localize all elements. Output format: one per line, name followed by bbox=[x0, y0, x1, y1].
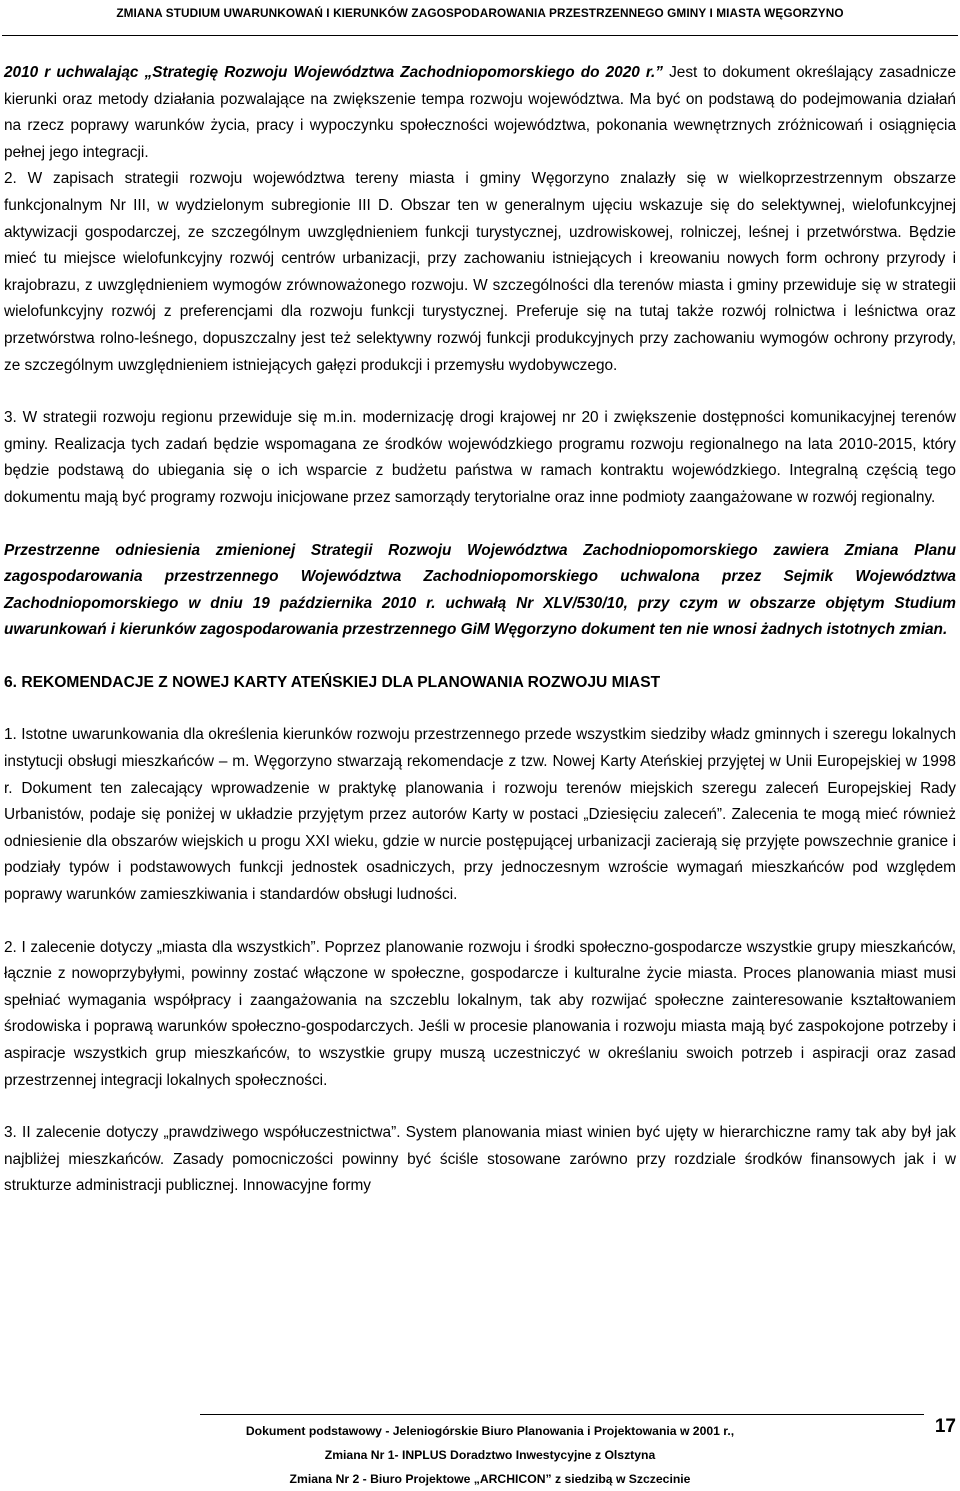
paragraph-3: 3. W strategii rozwoju regionu przewiduje się m.in. modernizację drogi krajowej nr 20 i zwiększenie dostępności komunikacyjnej terenów gminy. Realizacja tych zadań będzie wspomagana ze środków wojewódzkiego programu rozwoju regionalnego na lata 2010-2015, który będzie podstawą do ubiegania się o ich wsparcie z budżetu państwa w ramach kontraktu wojewódzkiego. Integralną częścią tego dokumentu mają być programy rozwoju inicjowane przez samorządy terytorialne oraz inne podmioty zaangażowane w rozwój regionalny. bbox=[4, 409, 956, 506]
header-divider bbox=[2, 35, 958, 36]
document-body bbox=[4, 60, 956, 1200]
footer-divider bbox=[200, 1414, 924, 1415]
footer-line-2: Zmiana Nr 1- INPLUS Doradztwo Inwestycyjne z Olsztyna bbox=[324, 1448, 656, 1462]
running-header: ZMIANA STUDIUM UWARUNKOWAŃ I KIERUNKÓW ZAGOSPODAROWANIA PRZESTRZENNEGO GMINY I MIASTA WĘGORZYNO bbox=[116, 6, 844, 20]
paragraph-spatial-references: Przestrzenne odniesienia zmienionej Strategii Rozwoju Województwa Zachodniopomorskiego zawiera Zmiana Planu zagospodarowania przestrzennego Województwa Zachodniopomorskiego uchwalona przez Sejmik Województwa Zachodniopomorskiego w dniu 19 października 2010 r. uchwałą Nr XLV/530/10, przy czym w obszarze objętym Studium uwarunkowań i kierunków zagospodarowania przestrzennego GiM Węgorzyno dokument ten nie wnosi żadnych istotnych zmian. bbox=[4, 541, 956, 639]
footer bbox=[170, 1419, 810, 1491]
paragraph-text: Jest to dokument określający zasadnicze kierunki oraz metody działania pozwalające na zwiększenie tempa rozwoju województwa. Ma być on podstawą do podejmowania działań na rzecz poprawy warunków życia, pracy i wypoczynku społeczności województwa, pokonania wewnętrznych zróżnicowań i osiągnięcia pełnej jego integracji. bbox=[4, 64, 957, 161]
recommendation-1: 1. Istotne uwarunkowania dla określenia kierunków rozwoju przestrzennego przede wszystkim siedziby władz gminnych i szeregu lokalnych instytucji obsługi mieszkańców – m. Węgorzyno stwarzają rekomendacje z tzw. Nowej Karty Ateńskiej przyjętej w Unii Europejskiej w 1998 r. Dokument ten zalecający wprowadzenie w praktykę planowania i rozwoju terenów miejskich szeregu zaleceń Europejskiej Rady Urbanistów, podaje się poniżej w układzie przyjętym przez autorów Karty w postaci „Dziesięciu zaleceń”. Zalecenia te mogą mieć również odniesienie dla obszarów wiejskich u progu XXI wieku, gdzie w nurcie postępującej urbanizacji zacierają się przyjęte powszechnie granice i podziały typów i podstawowych funkcji jednostek osadniczych, przy jednoczesnym wzroście wymagań mieszkańców pod względem poprawy warunków zamieszkiwania i standardów obsługi ludności. bbox=[4, 726, 956, 904]
section-heading: 6. REKOMENDACJE Z NOWEJ KARTY ATEŃSKIEJ DLA PLANOWANIA ROZWOJU MIAST bbox=[4, 673, 661, 691]
recommendation-2: 2. I zalecenie dotyczy „miasta dla wszystkich”. Poprzez planowanie rozwoju i środki społeczno-gospodarcze wszystkie grupy mieszkańców, łącznie z nowoprzybyłymi, powinny zostać włączone w społeczne, gospodarcze i kulturalne życie miasta. Proces planowania miast musi spełniać wymagania współpracy i zaangażowania na szczeblu lokalnym, tak aby rozwijać społeczne zainteresowanie kształtowaniem środowiska i poprawą warunków społeczno-gospodarczych. Jeśli w procesie planowania i rozwoju miasta mają być zaspokojone potrzeby i aspiracje wszystkich grup mieszkańców, to wszystkie grupy muszą uczestniczyć w określaniu swoich potrzeb i aspiracji oraz zasad przestrzennej integracji lokalnych społeczności. bbox=[4, 938, 956, 1089]
page-number: 17 bbox=[934, 1416, 956, 1437]
strategy-title-emphasis: 2010 r uchwalając „Strategię Rozwoju Województwa Zachodniopomorskiego do 2020 r.” bbox=[4, 64, 664, 81]
footer-line-1: Dokument podstawowy - Jeleniogórskie Biuro Planowania i Projektowania w 2001 r., bbox=[245, 1424, 735, 1438]
paragraph-2: 2. W zapisach strategii rozwoju województwa tereny miasta i gminy Węgorzyno znalazły się w wielkoprzestrzennym obszarze funkcjonalnym Nr III, w wydzielonym subregionie III D. Obszar ten w generalnym ujęciu wskazuje się do selektywnej, wielofunkcyjnej aktywizacji gospodarczej, ze szczególnym uwzględnieniem funkcji turystycznej, uzdrowiskowej, rolniczej, leśnej i przetwórstwa. Będzie mieć tu miejsce wielofunkcyjny rozwój centrów urbanizacji, przy zachowaniu istniejących i kreowaniu nowych form ochrony przyrody i krajobrazu, z uwzględnieniem wymogów zrównoważonego rozwoju. W szczególności dla terenów miasta i gminy przewiduje się w strategii wielofunkcyjny rozwój z preferencjami dla rozwoju funkcji turystycznej. Preferuje się na tutaj także rozwój rolnictwa i leśnictwa oraz przetwórstwa rolno-leśnego, dopuszczalny jest też selektywny rozwój funkcji produkcyjnych przy zachowaniu wymogów ochrony przyrody, ze szczególnym uwzględnieniem istniejących gałęzi produkcji i przemysłu wydobywczego. bbox=[4, 170, 956, 374]
recommendation-3: 3. II zalecenie dotyczy „prawdziwego współuczestnictwa”. System planowania miast winien być ujęty w hierarchiczne ramy tak aby był jak najbliżej mieszkańców. Zasady pomocniczości powinny być ściśle stosowane zarówno przy rozdziale środków finansowych jak i w strukturze administracji publicznej. Innowacyjne formy bbox=[4, 1124, 956, 1195]
paragraph-strategy-intro bbox=[4, 60, 956, 166]
footer-line-3: Zmiana Nr 2 - Biuro Projektowe „ARCHICON” z siedzibą w Szczecinie bbox=[289, 1472, 691, 1486]
